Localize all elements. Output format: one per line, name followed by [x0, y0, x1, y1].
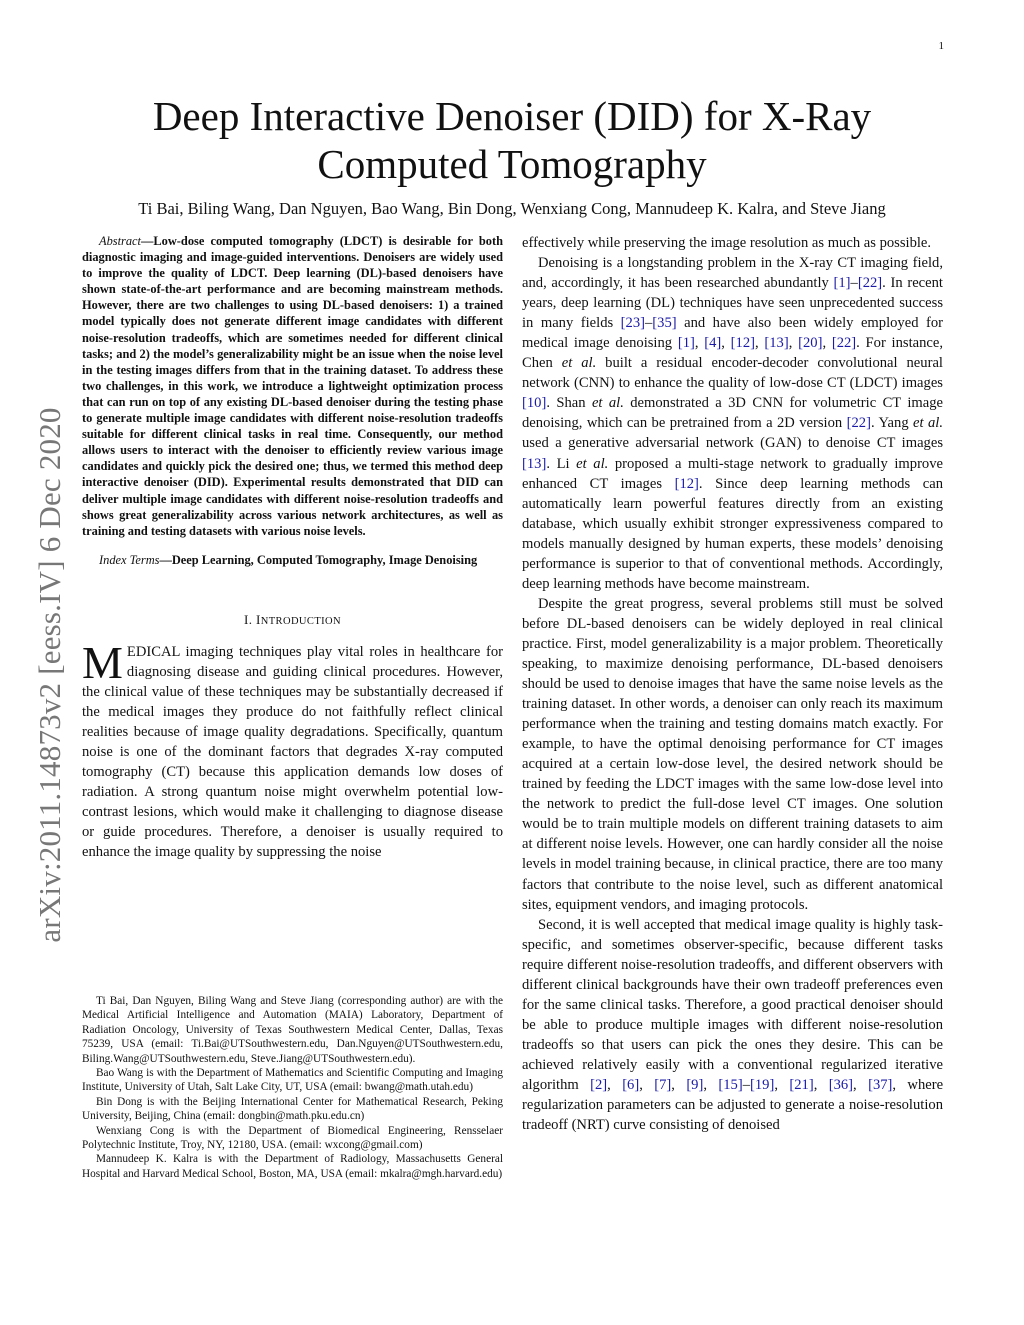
citation-link[interactable]: [22]	[831, 335, 857, 352]
body-paragraph: effectively while preserving the image resolution as much as possible.	[522, 235, 932, 251]
section-heading-text: I. INTRODUCTION	[244, 611, 341, 627]
footnote: Mannudeep K. Kalra is with the Department of Radiology, Massachusetts General Hospital and Harvard Medical School, Boston, MA, USA (email: mkalra@mgh.harvard.edu)	[82, 1153, 503, 1180]
citation-link[interactable]: [23]	[620, 315, 645, 332]
citation-link[interactable]: [35]	[652, 315, 677, 332]
page-number: 1	[938, 40, 944, 52]
intro-paragraph	[82, 636, 503, 862]
citation-link[interactable]: [36]	[828, 1076, 854, 1093]
author-list: Ti Bai, Biling Wang, Dan Nguyen, Bao Wang, Bin Dong, Wenxiang Cong, Mannudeep K. Kalra, and Steve Jiang	[138, 199, 886, 218]
citation-link[interactable]: [21]	[789, 1076, 814, 1093]
citation-link[interactable]: [10]	[522, 395, 547, 412]
left-column	[82, 233, 503, 862]
intro-paragraph-text: EDICAL imaging techniques play vital roles in healthcare for diagnosing disease and guiding clinical procedures. However, the clinical value of these techniques may be substantially decreased if the medical images they produce do not faithfully reflect clinical realities because of image quality degradations. Specifically, quantum noise is one of the dominant factors that degrades X-ray computed tomography (CT) because this application demands low doses of radiation. A strong quantum noise might overwhelm potential low-contrast lesions, which would make it challenging to diagnose disease or guide procedures. Therefore, a denoiser is usually required to enhance the image quality by suppressing the noise	[82, 643, 503, 860]
footnote: Wenxiang Cong is with the Department of Biomedical Engineering, Rensselaer Polytechnic Institute, Troy, NY, 12180, USA. (email: wxcong@gmail.com)	[82, 1124, 503, 1152]
title-line: Deep Interactive Denoiser (DID) for X-Ray	[152, 93, 872, 139]
citation-link[interactable]: [4]	[704, 335, 722, 352]
abstract-lead: Abstract	[99, 234, 141, 248]
paper-title	[82, 92, 942, 188]
citation-link[interactable]: [22]	[857, 275, 883, 292]
italic-text: et al.	[576, 455, 609, 472]
index-terms-lead: Index Terms	[99, 552, 160, 567]
citation-link[interactable]: [37]	[868, 1076, 893, 1093]
citation-link[interactable]: [19]	[750, 1076, 775, 1093]
footnote: Bao Wang is with the Department of Mathematics and Scientific Computing and Imaging Institute, University of Utah, Salt Lake City, UT, USA (email: bwang@math.utah.edu)	[82, 1067, 503, 1094]
arxiv-identifier-text: arXiv:2011.14873v2 [eess.IV] 6 Dec 2020	[32, 407, 67, 943]
italic-text: et al.	[913, 415, 943, 432]
author-affiliation-footnotes	[82, 994, 503, 1181]
dropcap-letter: M	[82, 636, 123, 688]
italic-text: et al.	[591, 395, 624, 412]
abstract-text: —Low-dose computed tomography (LDCT) is desirable for both diagnostic imaging and image-guided interventions. Denoisers are widely used to improve the quality of LDCT. Deep learning (DL)-based denoisers have shown state-of-the-art performance and are becoming mainstream methods. However, there are two challenges to using DL-based denoisers: 1) a trained model typically does not generate different image candidates with different noise-resolution tradeoffs, which are sometimes needed for different clinical tasks; and 2) the model’s generalizability might be an issue when the noise level in the testing images differs from that in the training dataset. To address these two challenges, in this work, we introduce a lightweight optimization process that can run on top of any existing DL-based denoiser during the testing phase to generate multiple image candidates with different noise-resolution tradeoffs suitable for different clinical tasks in real time. Consequently, our method allows users to interact with the denoiser to efficiently review various image candidates and quickly pick the desired one; thus, we termed this method deep interactive denoiser (DID). Experimental results demonstrated that DID can deliver multiple image candidates with different noise-resolution tradeoffs and shows great generalizability across various network architectures, as well as training and testing datasets with various noise levels.	[82, 234, 503, 538]
citation-link[interactable]: [12]	[730, 335, 755, 352]
citation-link[interactable]: [22]	[846, 415, 871, 432]
citation-link[interactable]: [13]	[522, 455, 547, 472]
citation-link[interactable]: [20]	[798, 335, 823, 352]
body-paragraph: Second, it is well accepted that medical image quality is highly task-specific, and sometimes observer-specific, because different tasks require different noise-resolution tradeoffs, and different observers with different clinical backgrounds have their own tradeoff preferences even for the same clinical tasks. Therefore, a good practical denoiser should be able to produce multiple images with different noise-resolution tradeoffs so that users can pick the ones they desire. This can be achieved relatively easily with a conventional regularized iterative algorithm [2], [6], [7], [9], [15]–[19], [21], [36], [37], where regularization parameters can be adjusted to generate a noise-resolution tradeoff (NRT) curve consisting of denoised	[522, 916, 944, 1134]
index-terms	[82, 552, 503, 568]
citation-link[interactable]: [7]	[654, 1076, 672, 1093]
citation-link[interactable]: [2]	[590, 1076, 608, 1093]
citation-link[interactable]: [13]	[764, 335, 789, 352]
section-heading-introduction	[82, 612, 503, 628]
citation-link[interactable]: [12]	[674, 475, 699, 492]
title-line: Computed Tomography	[317, 141, 707, 187]
arxiv-identifier-stamp	[20, 370, 80, 980]
index-terms-text: —Deep Learning, Computed Tomography, Image Denoising	[159, 552, 478, 567]
abstract	[82, 233, 503, 539]
citation-link[interactable]: [9]	[686, 1076, 704, 1093]
citation-link[interactable]: [1]	[677, 335, 695, 352]
citation-link[interactable]: [6]	[622, 1076, 640, 1093]
right-column	[522, 233, 943, 1135]
body-paragraph: Despite the great progress, several problems still must be solved before DL-based denoisers can be widely deployed in real clinical practice. First, model generalizability is a major problem. Theoretically speaking, to maximize denoising performance, DL-based denoisers should be used to denoise images that have the same noise levels as the training dataset. In other words, a denoiser can only reach its maximum performance when the training and testing domains match exactly. For example, to have the optimal denoising performance for CT images acquired at a certain low-dose level, the desired network should be trained by feeding the LDCT images with the same low-dose level into the network to predict the full-dose level CT images. One solution would be to train multiple models on different training datasets to aim at different noise levels. However, one can hardly consider all the noise levels in model training because, in clinical practice, there are too many factors that contribute to the noise level, such as different anatomical sites, equipment vendors, and imaging protocols.	[522, 595, 943, 913]
body-paragraph: Denoising is a longstanding problem in the X-ray CT imaging field, and, accordingly, it has been researched abundantly [1]–[22]. In recent years, deep learning (DL) techniques have seen unprecedented success in many fields [23]–[35] and have also been widely employed for medical image denoising [1], [4], [12], [13], [20], [22]. For instance, Chen et al. built a residual encoder-decoder convolutional neural network (CNN) to enhance the quality of low-dose CT (LDCT) images [10]. Shan et al. demonstrated a 3D CNN for volumetric CT image denoising, which can be pretrained from a 2D version [22]. Yang et al. used a generative adversarial network (GAN) to denoise CT images [13]. Li et al. proposed a multi-stage network to gradually improve enhanced CT images [12]. Since deep learning methods can automatically learn powerful features directly from an existing database, which usually exhibit stronger expressiveness compared to models manually designed by human experts, these models’ denoising performance is superior to that of conventional methods. Accordingly, deep learning methods have become mainstream.	[522, 255, 944, 592]
footnote: Bin Dong is with the Beijing International Center for Mathematical Research, Peking University, Beijing, China (email: dongbin@math.pku.edu.cn)	[82, 1095, 503, 1123]
citation-link[interactable]: [15]	[718, 1076, 743, 1093]
citation-link[interactable]: [1]	[833, 275, 851, 292]
italic-text: et al.	[561, 355, 597, 372]
footnote: Ti Bai, Dan Nguyen, Biling Wang and Steve Jiang (corresponding author) are with the Medical Artificial Intelligence and Automation (MAIA) Laboratory, Department of Radiation Oncology, University of Texas Southwestern Medical Center, Dallas, Texas 75239, USA (email: Ti.Bai@UTSouthwestern.edu, Dan.Nguyen@UTSouthwestern.edu, Biling.Wang@UTSouthwestern.edu, Steve.Jiang@UTSouthwestern.edu).	[82, 995, 503, 1065]
